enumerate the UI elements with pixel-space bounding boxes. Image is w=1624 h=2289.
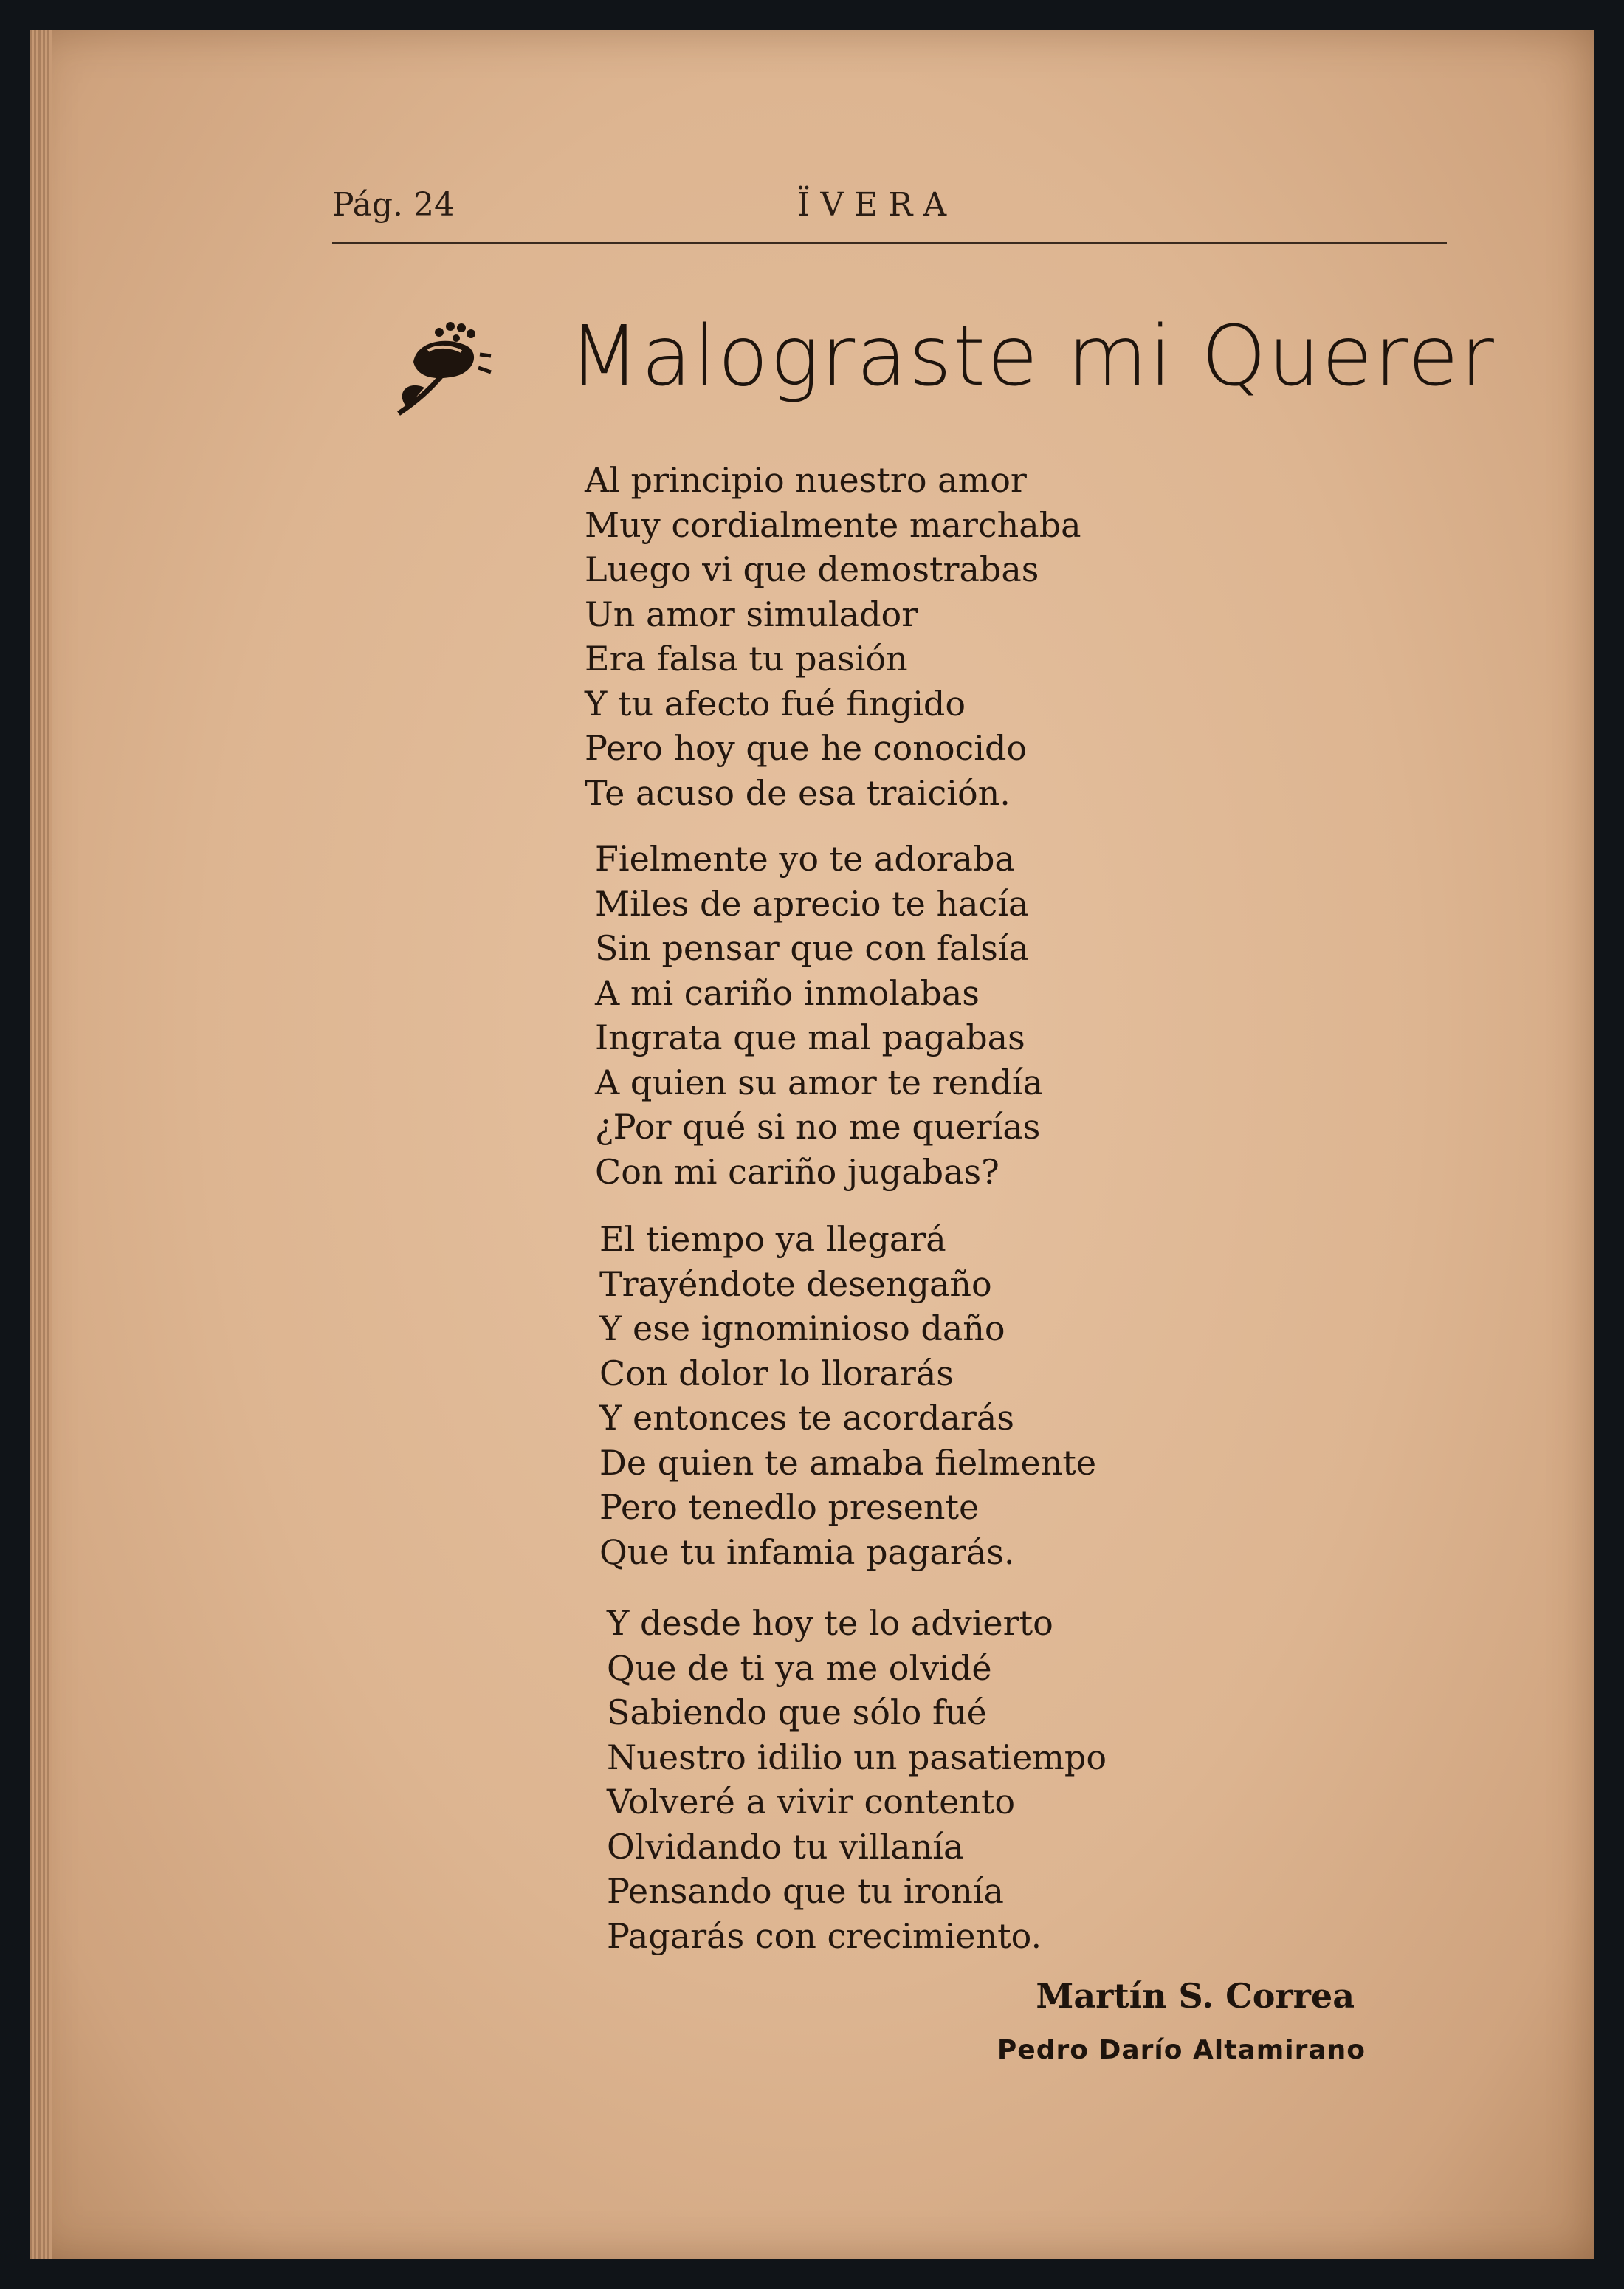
- poem-line: Pensando que tu ironía: [607, 1871, 1004, 1911]
- poem-line: Fielmente yo te adoraba: [595, 839, 1015, 879]
- poem-line: Con mi cariño jugabas?: [595, 1151, 999, 1192]
- header-divider: [332, 242, 1447, 244]
- poem-line: A mi cariño inmolabas: [595, 972, 980, 1013]
- poem-line: Te acuso de esa traición.: [585, 772, 1011, 813]
- poem-line: Pagarás con crecimiento.: [607, 1915, 1042, 1956]
- poem-line: Con dolor lo llorarás: [599, 1353, 954, 1393]
- poem-line: Y desde hoy te lo advierto: [607, 1603, 1053, 1643]
- poem-line: Que de ti ya me olvidé: [607, 1647, 992, 1688]
- poem-line: Pero hoy que he conocido: [585, 728, 1028, 768]
- poem-line: Miles de aprecio te hacía: [595, 883, 1029, 924]
- page-header: [332, 186, 1447, 230]
- poem-line: ¿Por qué si no me querías: [595, 1107, 1041, 1147]
- poem-line: Sin pensar que con falsía: [595, 928, 1029, 968]
- poem-line: Nuestro idilio un pasatiempo: [607, 1737, 1107, 1777]
- poem-line: Al principio nuestro amor: [585, 460, 1027, 500]
- poem-line: Luego vi que demostrabas: [585, 549, 1039, 589]
- poem-line: De quien te amaba fielmente: [599, 1442, 1097, 1483]
- page-edges: [30, 30, 52, 2259]
- stanza-2: [595, 837, 1043, 1194]
- poem-line: Que tu infamia pagarás.: [599, 1531, 1015, 1572]
- poem-line: Volveré a vivir contento: [607, 1782, 1016, 1822]
- poem-line: Trayéndote desengaño: [599, 1263, 992, 1304]
- poem-line: El tiempo ya llegará: [599, 1219, 946, 1259]
- poem-line: Pero tenedlo presente: [599, 1487, 980, 1527]
- poem-line: Y entonces te acordarás: [599, 1398, 1014, 1438]
- stanza-1: [585, 458, 1081, 815]
- poem-line: Ingrata que mal pagabas: [595, 1017, 1025, 1057]
- poem-line: Y ese ignominioso daño: [599, 1308, 1005, 1348]
- poem-line: Y tu afecto fué fingido: [585, 683, 966, 724]
- poem-line: Sabiendo que sólo fué: [607, 1692, 987, 1732]
- show-through-text: [1115, 443, 1484, 1920]
- poem-line: Un amor simulador: [585, 594, 918, 634]
- poem-line: A quien su amor te rendía: [595, 1062, 1044, 1102]
- translator-name: Pedro Darío Altamirano: [997, 2035, 1366, 2065]
- flower-icon: [384, 310, 495, 421]
- author-name: Martín S. Correa: [1036, 1976, 1355, 2016]
- poem-title: Malograste mi Querer: [568, 309, 1496, 405]
- poem-line: Muy cordialmente marchaba: [585, 504, 1081, 545]
- stanza-4: [607, 1601, 1107, 1958]
- poem-line: Olvidando tu villanía: [607, 1826, 964, 1867]
- stanza-3: [599, 1217, 1096, 1574]
- running-title: ÏVERA: [797, 186, 957, 224]
- page-number: Pág. 24: [332, 186, 455, 224]
- poem-line: Era falsa tu pasión: [585, 639, 908, 679]
